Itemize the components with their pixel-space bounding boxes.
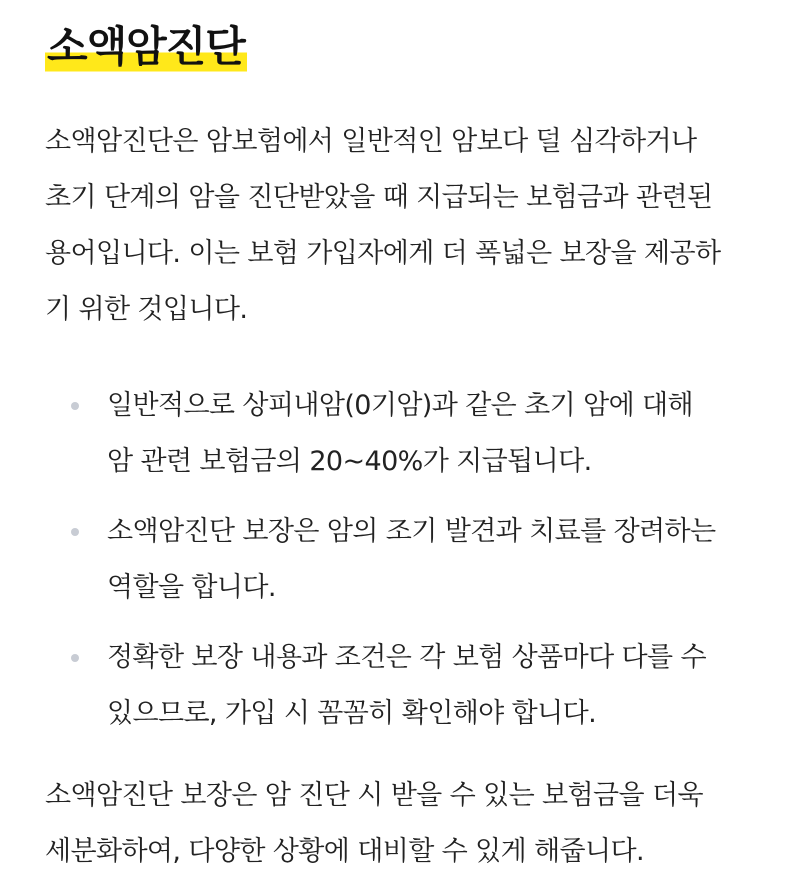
intro-line: 기 위한 것입니다.	[45, 294, 248, 325]
heading-wrapper	[45, 0, 750, 91]
list-item-line: 소액암진단 보장은 암의 조기 발견과 치료를 장려하는	[107, 516, 716, 547]
intro-line: 용어입니다. 이는 보험 가입자에게 더 폭넓은 보장을 제공하	[45, 238, 721, 269]
list-item-line: 있으므로, 가입 시 꼼꼼히 확인해야 합니다.	[107, 698, 597, 729]
list-item	[45, 630, 750, 742]
outro-line: 소액암진단 보장은 암 진단 시 받을 수 있는 보험금을 더욱	[45, 780, 703, 811]
list-item-line: 일반적으로 상피내암(0기암)과 같은 초기 암에 대해	[107, 390, 693, 421]
intro-line: 초기 단계의 암을 진단받았을 때 지급되는 보험금과 관련된	[45, 182, 713, 213]
bullet-list	[45, 378, 750, 742]
list-item	[45, 504, 750, 616]
intro-line: 소액암진단은 암보험에서 일반적인 암보다 덜 심각하거나	[45, 126, 697, 157]
outro-paragraph	[45, 768, 750, 880]
bullet-dot-icon	[71, 528, 79, 536]
list-item-line: 암 관련 보험금의 20~40%가 지급됩니다.	[107, 446, 592, 477]
list-item-line: 정확한 보장 내용과 조건은 각 보험 상품마다 다를 수	[107, 642, 706, 673]
list-item-line: 역할을 합니다.	[107, 572, 276, 603]
section-heading: 소액암진단	[45, 19, 247, 75]
outro-line: 세분화하여, 다양한 상황에 대비할 수 있게 해줍니다.	[45, 836, 644, 867]
list-item	[45, 378, 750, 490]
bullet-dot-icon	[71, 654, 79, 662]
intro-paragraph	[45, 114, 750, 338]
bullet-dot-icon	[71, 402, 79, 410]
